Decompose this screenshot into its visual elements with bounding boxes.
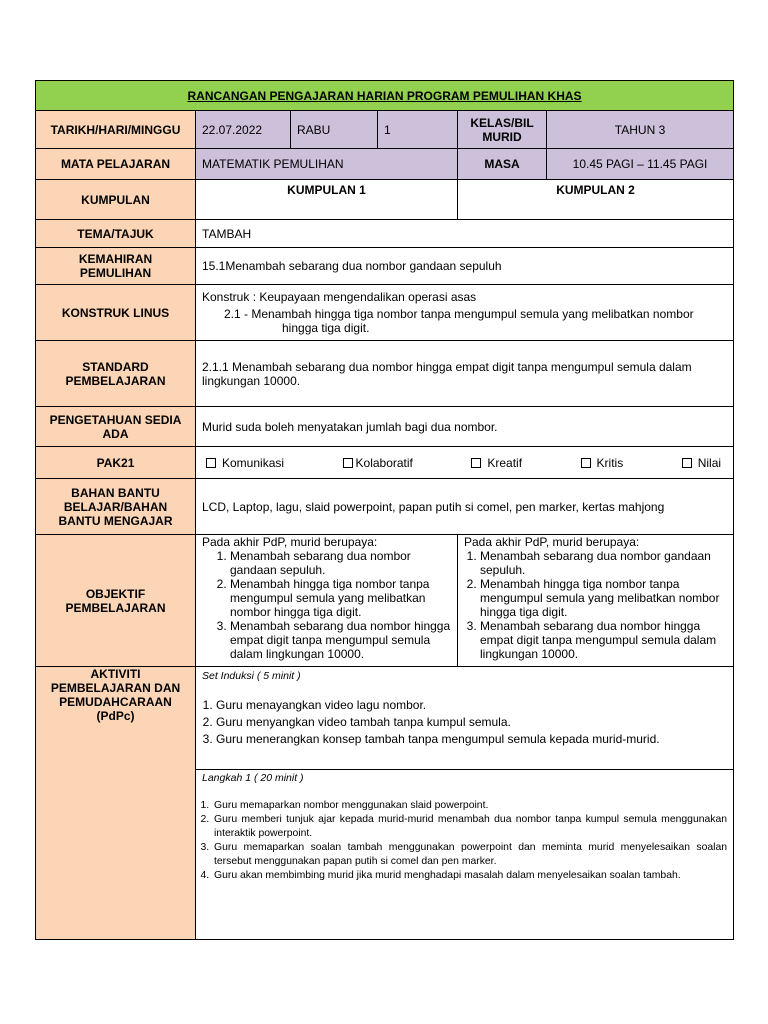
set-induksi-title: Set Induksi ( 5 minit ) <box>202 670 301 682</box>
kumpulan-2: KUMPULAN 2 <box>458 180 734 220</box>
set-induksi <box>196 667 734 770</box>
checkbox-icon[interactable] <box>682 458 692 468</box>
lesson-plan-table <box>35 80 734 940</box>
pak21-kritis[interactable]: Kritis <box>581 456 624 470</box>
objektif-item: 3. Menambah sebarang dua nombor hingga empat digit tanpa mengumpul semula dalam lingkungan 10000. <box>230 619 451 661</box>
objektif-item: 1. Menambah sebarang dua nombor gandaan sepuluh. <box>480 549 727 577</box>
konstruk-label: KONSTRUK LINUS <box>36 285 196 341</box>
objektif-kumpulan-1 <box>196 535 458 667</box>
langkah-1-item: 3. Guru memaparkan soalan tambah menggunakan powerpoint dan meminta murid menyelesaikan soalan tersebut menggunakan papan putih si comel dan pen marker. <box>212 841 727 869</box>
langkah-1-item: 4. Guru akan membimbing murid jika murid menghadapi masalah dalam menyelesaikan soalan tambah. <box>212 869 727 883</box>
document-title: RANCANGAN PENGAJARAN HARIAN PROGRAM PEMULIHAN KHAS <box>36 81 734 111</box>
kumpulan-1: KUMPULAN 1 <box>196 180 458 220</box>
checkbox-icon[interactable] <box>343 458 353 468</box>
mata-pelajaran-value: MATEMATIK PEMULIHAN <box>196 149 458 180</box>
set-induksi-item: 3. Guru menerangkan konsep tambah tanpa mengumpul semula kepada murid-murid. <box>216 731 727 748</box>
konstruk-line-2: 2.1 - Menambah hingga tiga nombor tanpa mengumpul semula yang melibatkan nombor <box>224 307 694 321</box>
pak21-nilai[interactable]: Nilai <box>682 456 721 470</box>
tarikh-label: TARIKH/HARI/MINGGU <box>36 111 196 149</box>
konstruk-line-3: hingga tiga digit. <box>282 321 370 335</box>
pak21-options <box>196 447 734 479</box>
aktiviti-label: AKTIVITI PEMBELAJARAN DAN PEMUDAHCARAAN (PdPc) <box>36 667 196 940</box>
kemahiran-value: 15.1Menambah sebarang dua nombor gandaan sepuluh <box>196 248 734 285</box>
tema-label: TEMA/TAJUK <box>36 220 196 248</box>
langkah-1-item: 1. Guru memaparkan nombor menggunakan slaid powerpoint. <box>212 799 727 813</box>
pak21-kolaboratif[interactable]: Kolaboratif <box>343 456 413 470</box>
langkah-1 <box>196 770 734 940</box>
objektif-item: 3. Menambah sebarang dua nombor hingga empat digit tanpa mengumpul semula dalam lingkungan 10000. <box>480 619 727 661</box>
kelas-label: KELAS/BIL MURID <box>458 111 547 149</box>
tarikh-value: 22.07.2022 <box>196 111 291 149</box>
pengetahuan-label: PENGETAHUAN SEDIA ADA <box>36 407 196 447</box>
tema-value: TAMBAH <box>196 220 734 248</box>
set-induksi-item: 2. Guru menyangkan video tambah tanpa kumpul semula. <box>216 714 727 731</box>
bahan-label: BAHAN BANTU BELAJAR/BAHAN BANTU MENGAJAR <box>36 479 196 535</box>
mata-pelajaran-label: MATA PELAJARAN <box>36 149 196 180</box>
checkbox-icon[interactable] <box>581 458 591 468</box>
konstruk-value <box>196 285 734 341</box>
pengetahuan-value: Murid suda boleh menyatakan jumlah bagi dua nombor. <box>196 407 734 447</box>
objektif-intro: Pada akhir PdP, murid berupaya: <box>202 535 378 549</box>
objektif-intro: Pada akhir PdP, murid berupaya: <box>464 535 640 549</box>
pak21-komunikasi[interactable]: Komunikasi <box>206 456 284 470</box>
set-induksi-item: 1. Guru menayangkan video lagu nombor. <box>216 697 727 714</box>
objektif-item: 2. Menambah hingga tiga nombor tanpa mengumpul semula yang melibatkan nombor hingga tiga digit. <box>480 577 727 619</box>
standard-value: 2.1.1 Menambah sebarang dua nombor hingga empat digit tanpa mengumpul semula dalam lingkungan 10000. <box>196 341 734 407</box>
masa-value: 10.45 PAGI – 11.45 PAGI <box>547 149 734 180</box>
pak21-kreatif[interactable]: Kreatif <box>471 456 522 470</box>
konstruk-line-1: Konstruk : Keupayaan mengendalikan operasi asas <box>202 290 477 304</box>
hari-value: RABU <box>291 111 378 149</box>
checkbox-icon[interactable] <box>206 458 216 468</box>
masa-label: MASA <box>458 149 547 180</box>
pak21-label: PAK21 <box>36 447 196 479</box>
langkah-1-item: 2. Guru memberi tunjuk ajar kepada murid-murid menambah dua nombor tanpa kumpul semula menggunakan interaktik powerpoint. <box>212 813 727 841</box>
standard-label: STANDARD PEMBELAJARAN <box>36 341 196 407</box>
kelas-value: TAHUN 3 <box>547 111 734 149</box>
objektif-kumpulan-2 <box>458 535 734 667</box>
bahan-value: LCD, Laptop, lagu, slaid powerpoint, papan putih si comel, pen marker, kertas mahjong <box>196 479 734 535</box>
langkah-1-title: Langkah 1 ( 20 minit ) <box>202 772 304 784</box>
checkbox-icon[interactable] <box>471 458 481 468</box>
kemahiran-label: KEMAHIRAN PEMULIHAN <box>36 248 196 285</box>
objektif-label: OBJEKTIF PEMBELAJARAN <box>36 535 196 667</box>
kumpulan-label: KUMPULAN <box>36 180 196 220</box>
minggu-value: 1 <box>378 111 458 149</box>
objektif-item: 1. Menambah sebarang dua nombor gandaan sepuluh. <box>230 549 451 577</box>
objektif-item: 2. Menambah hingga tiga nombor tanpa mengumpul semula yang melibatkan nombor hingga tiga digit. <box>230 577 451 619</box>
